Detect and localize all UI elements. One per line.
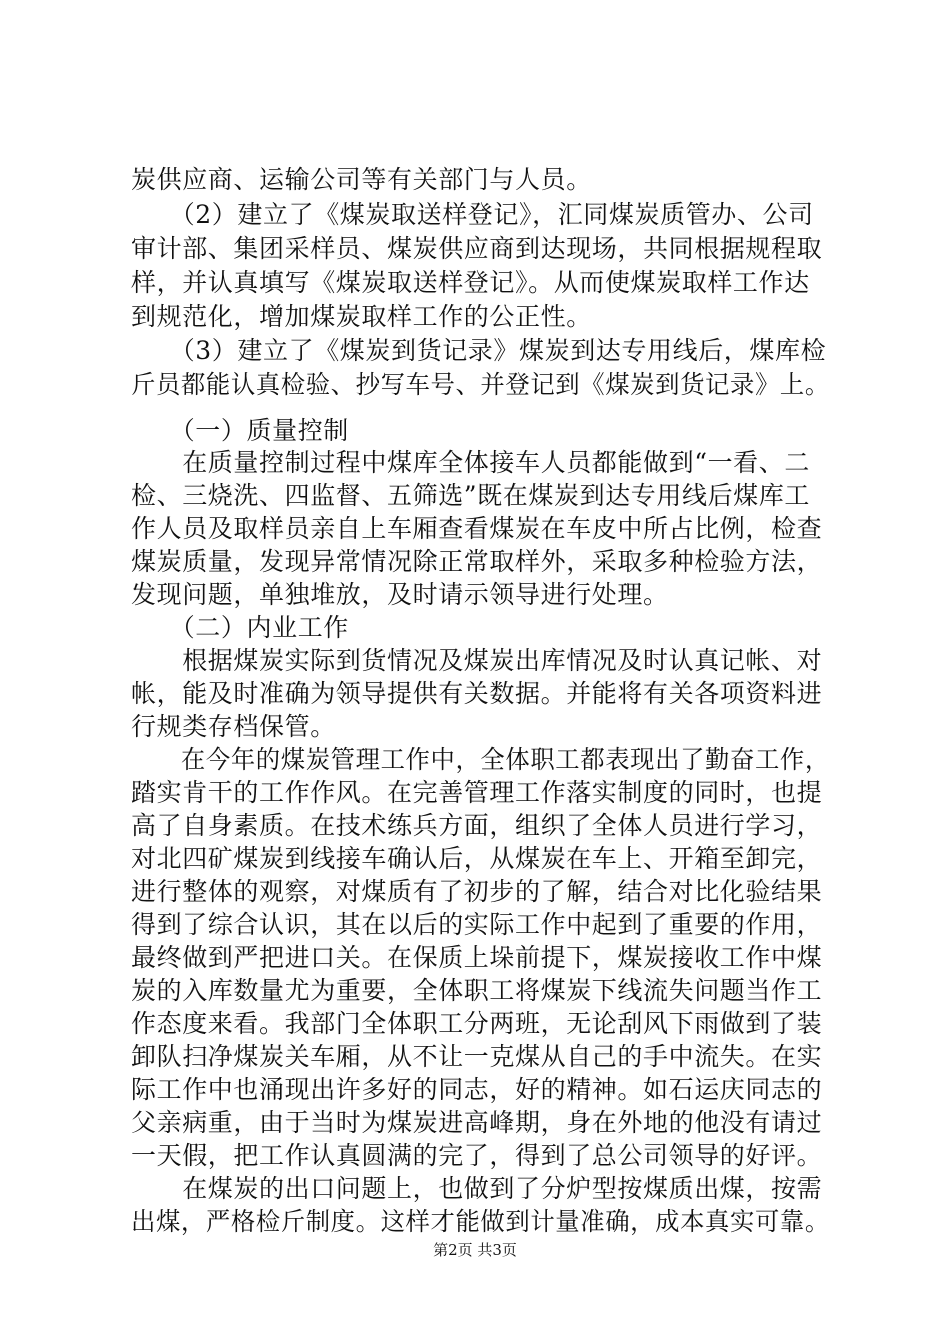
text-line: 在质量控制过程中煤库全体接车人员都能做到“一看、二 bbox=[131, 448, 810, 477]
text-line: 审计部、集团采样员、煤炭供应商到达现场，共同根据规程取 bbox=[131, 234, 823, 263]
text-line: 根据煤炭实际到货情况及煤炭出库情况及时认真记帐、对 bbox=[131, 646, 823, 675]
text-line: 行规类存档保管。 bbox=[131, 712, 336, 741]
text-line: 出煤，严格检斤制度。这样才能做到计量准确，成本真实可靠。 bbox=[131, 1207, 830, 1236]
text-line: （2）建立了《煤炭取送样登记》，汇同煤炭质管办、公司 bbox=[131, 200, 814, 229]
text-line: （3）建立了《煤炭到货记录》煤炭到达专用线后，煤库检 bbox=[131, 336, 827, 365]
text-line: 对北四矿煤炭到线接车确认后，从煤炭在车上、开箱至卸完， bbox=[131, 844, 823, 873]
text-line: 检、三烧洗、四监督、五筛选”既在煤炭到达专用线后煤库工 bbox=[131, 481, 810, 510]
text-line: 炭的入库数量尤为重要，全体职工将煤炭下线流失问题当作工 bbox=[131, 976, 823, 1005]
text-line: 斤员都能认真检验、抄写车号、并登记到《煤炭到货记录》上。 bbox=[131, 370, 830, 399]
text-line: 煤炭质量，发现异常情况除正常取样外，采取多种检验方法， bbox=[131, 547, 823, 576]
page-footer: 第2页 共3页 bbox=[433, 1241, 517, 1259]
text-line: 在煤炭的出口问题上，也做到了分炉型按煤质出煤，按需 bbox=[131, 1174, 823, 1203]
text-line: 作态度来看。我部门全体职工分两班，无论刮风下雨做到了装 bbox=[131, 1009, 823, 1038]
text-line: 得到了综合认识，其在以后的实际工作中起到了重要的作用， bbox=[131, 910, 823, 939]
section-heading: （一）质量控制 bbox=[131, 416, 349, 445]
text-line: 炭供应商、运输公司等有关部门与人员。 bbox=[131, 165, 592, 194]
text-line: 父亲病重，由于当时为煤炭进高峰期，身在外地的他没有请过 bbox=[131, 1108, 823, 1137]
text-line: 到规范化，增加煤炭取样工作的公正性。 bbox=[131, 302, 592, 331]
text-line: 进行整体的观察，对煤质有了初步的了解，结合对比化验结果 bbox=[131, 877, 823, 906]
text-line: 发现问题，单独堆放，及时请示领导进行处理。 bbox=[131, 580, 669, 609]
section-heading: （二）内业工作 bbox=[131, 613, 349, 642]
text-line: 一天假，把工作认真圆满的完了，得到了总公司领导的好评。 bbox=[131, 1141, 823, 1170]
text-line: 高了自身素质。在技术练兵方面，组织了全体人员进行学习， bbox=[131, 811, 823, 840]
text-line: 作人员及取样员亲自上车厢查看煤炭在车皮中所占比例，检查 bbox=[131, 514, 823, 543]
text-line: 帐，能及时准确为领导提供有关数据。并能将有关各项资料进 bbox=[131, 679, 823, 708]
text-line: 样，并认真填写《煤炭取送样登记》。从而使煤炭取样工作达 bbox=[131, 268, 810, 297]
text-line: 最终做到严把进口关。在保质上垛前提下，煤炭接收工作中煤 bbox=[131, 943, 823, 972]
text-line: 际工作中也涌现出许多好的同志，好的精神。如石运庆同志的 bbox=[131, 1075, 823, 1104]
text-line: 卸队扫净煤炭关车厢，从不让一克煤从自己的手中流失。在实 bbox=[131, 1042, 823, 1071]
text-line: 踏实肯干的工作作风。在完善管理工作落实制度的同时，也提 bbox=[131, 778, 823, 807]
text-line: 在今年的煤炭管理工作中，全体职工都表现出了勤奋工作， bbox=[131, 745, 830, 774]
